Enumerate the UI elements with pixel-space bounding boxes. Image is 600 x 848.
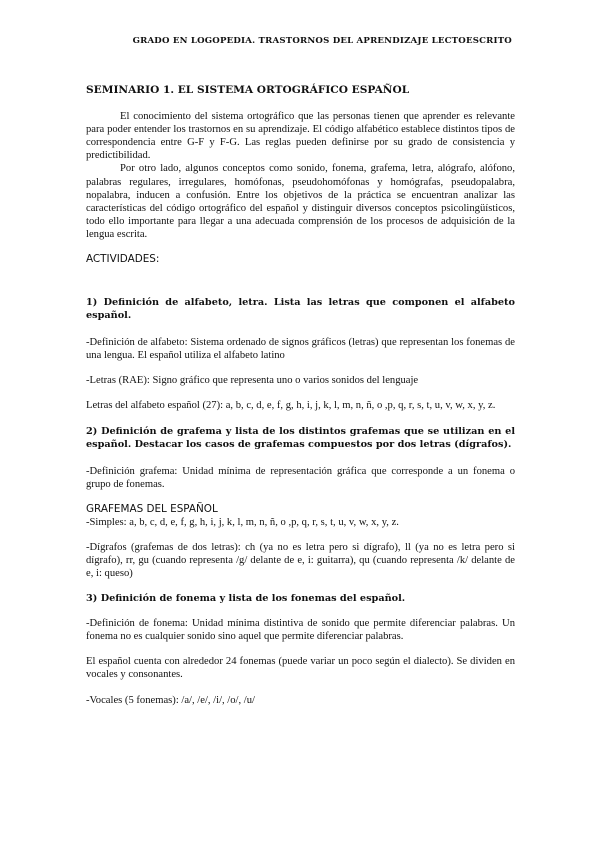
fonemas-vocales: -Vocales (5 fonemas): /a/, /e/, /i/, /o/, /u/ xyxy=(86,694,255,706)
question-3-heading: 3) Definición de fonema y lista de los fonemas del español. xyxy=(86,593,406,605)
running-header: GRADO EN LOGOPEDIA. TRASTORNOS DEL APRENDIZAJE LECTOESCRITO xyxy=(132,36,512,46)
document-title: SEMINARIO 1. EL SISTEMA ORTOGRÁFICO ESPAÑOL xyxy=(86,84,410,96)
definition-grafema: -Definición grafema: Unidad mínima de representación gráfica que corresponde a un fonema o grupo de fonemas. xyxy=(86,465,515,490)
intro-paragraph-1: El conocimiento del sistema ortográfico que las personas tienen que aprender es relevante para poder entender los trastornos en su aprendizaje. El código alfabético establece distintos tipos de correspondencia entre G-F y F-G. Las reglas pueden definirse por su grado de consistencia y predictibilidad. xyxy=(86,111,515,162)
fonemas-count: El español cuenta con alrededor 24 fonemas (puede variar un poco según el dialecto). Se dividen en vocales y consonantes. xyxy=(86,656,515,681)
intro-paragraph-2: Por otro lado, algunos conceptos como sonido, fonema, grafema, letra, alógrafo, alófono, palabras regulares, irregulares, homófonas, pseudohomófonas y homógrafas, pseudopalabra, nopalabra, inducen a confusión. Entre los objetivos de la práctica se encuentran analizar las características del código ortográfico del español y distinguir diversos conceptos psicolingüísticos, todo ello importante para llegar a una adecuada comprensión de los procesos de adquisición de la lengua escrita. xyxy=(86,163,515,240)
question-2-heading: 2) Definición de grafema y lista de los distintos grafemas que se utilizan en el español. Destacar los casos de grafemas compuestos por dos letras (dígrafos). xyxy=(86,425,515,450)
grafemas-title: GRAFEMAS DEL ESPAÑOL xyxy=(86,502,218,515)
document-body xyxy=(86,84,515,707)
alphabet-letters: Letras del alfabeto español (27): a, b, c, d, e, f, g, h, i, j, k, l, m, n, ñ, o ,p, q, r, s, t, u, v, w, x, y, z. xyxy=(86,400,496,412)
activities-label: ACTIVIDADES: xyxy=(86,253,160,266)
question-1-heading: 1) Definición de alfabeto, letra. Lista las letras que componen el alfabeto español. xyxy=(86,297,515,322)
grafemas-simples: -Simples: a, b, c, d, e, f, g, h, i, j, k, l, m, n, ñ, o ,p, q, r, s, t, u, v, w, x, y, z. xyxy=(86,516,399,528)
definition-alfabeto: -Definición de alfabeto: Sistema ordenado de signos gráficos (letras) que representan los fonemas de una lengua. El español utiliza el alfabeto latino xyxy=(86,337,515,362)
definition-letras: -Letras (RAE): Signo gráfico que representa uno o varios sonidos del lenguaje xyxy=(86,375,419,387)
grafemas-digrafos: -Dígrafos (grafemas de dos letras): ch (ya no es letra pero si dígrafo), ll (ya no es letra pero si dígrafo), rr, gu (cuando representa /g/ delante de e, i: guitarra), qu (cuando representa /k/ delante de e, i: queso) xyxy=(86,541,515,580)
definition-fonema: -Definición de fonema: Unidad mínima distintiva de sonido que permite diferenciar palabras. Un fonema no es cualquier sonido sino aquel que permite diferenciar palabras. xyxy=(86,618,515,643)
